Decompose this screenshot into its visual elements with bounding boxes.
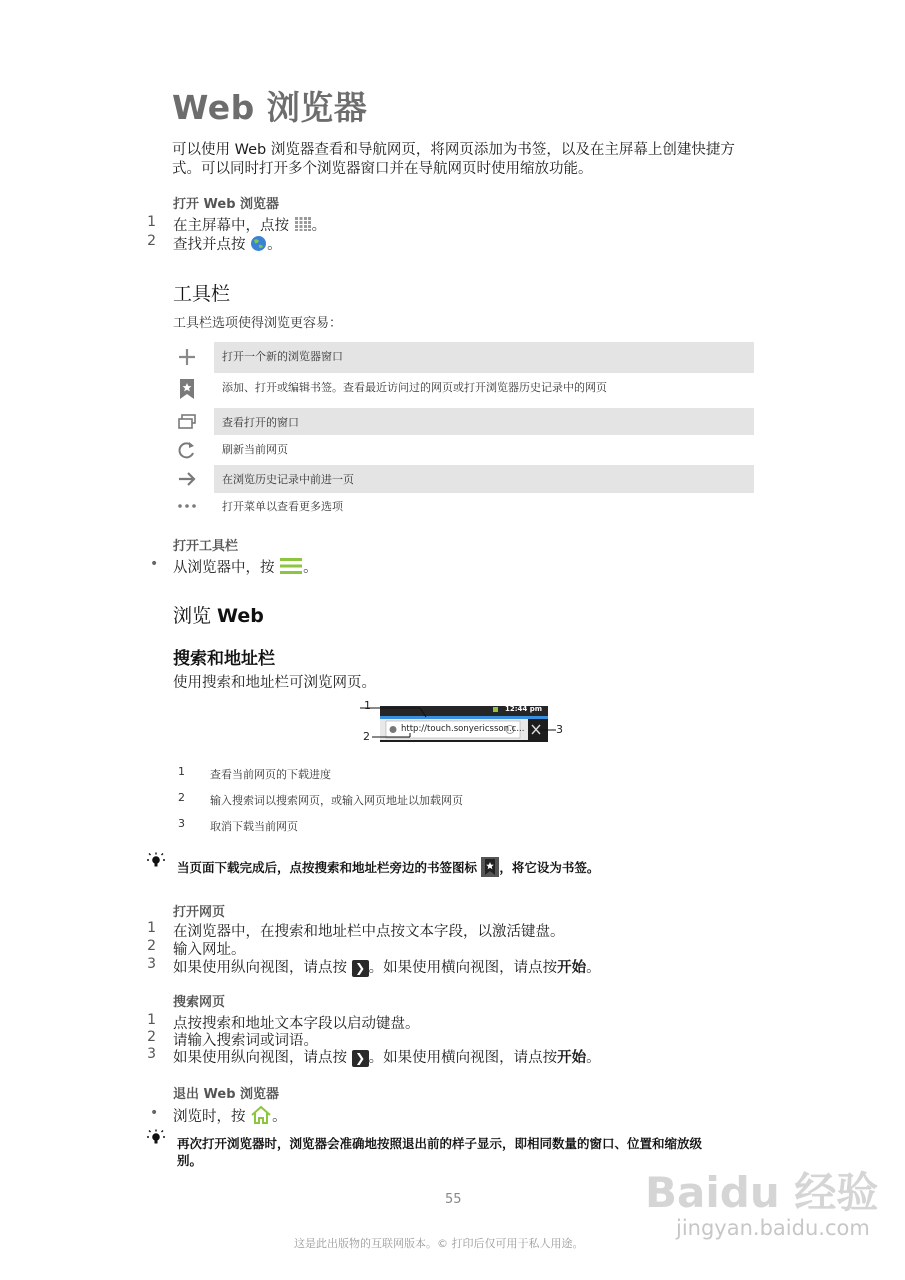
plus-icon: [174, 344, 200, 370]
toolbar-row-text: 查看打开的窗口: [214, 408, 754, 435]
watermark-logo: Baidu 经验: [645, 1168, 879, 1217]
windows-icon: [174, 409, 200, 435]
step-number: 2: [147, 938, 156, 954]
open-toolbar-bullet: [173, 556, 318, 580]
intro-paragraph: 可以使用 Web 浏览器查看和导航网页，将网页添加为书签，以及在主屏幕上创建快捷方式。可以同时打开多个浏览器窗口并在导航网页时使用缩放功能。: [172, 142, 735, 177]
legend-number: 3: [178, 817, 185, 830]
open-page-step-1: 在浏览器中，在搜索和地址栏中点按文本字段，以激活键盘。: [173, 924, 565, 940]
tip-text-end: ，将它设为书签。: [499, 860, 600, 875]
page-title: Web 浏览器: [172, 88, 368, 127]
toolbar-heading: 工具栏: [173, 283, 231, 305]
step-number: 1: [147, 1012, 156, 1028]
toolbar-intro: 工具栏选项使得浏览更容易：: [173, 316, 343, 331]
refresh-icon: [174, 437, 200, 463]
browse-heading-bold: Web: [217, 605, 264, 627]
callout-2: 2: [363, 730, 370, 743]
bullet-text-end: 。: [303, 560, 318, 576]
callout-1: 1: [364, 699, 371, 712]
search-bar-heading: 搜索和地址栏: [173, 649, 275, 669]
legend-text: 查看当前网页的下载进度: [210, 768, 331, 781]
step-text: 如果使用纵向视图，请点按: [173, 1050, 347, 1066]
go-arrow-icon: ❯: [352, 1050, 369, 1067]
step-number: 1: [147, 920, 156, 936]
tip-text: 当页面下载完成后，点按搜索和地址栏旁边的书签图标: [177, 860, 478, 875]
more-dots-icon: [174, 493, 200, 519]
tip-bulb-icon: [146, 1129, 166, 1151]
menu-icon: [279, 556, 303, 580]
search-bar-intro: 使用搜索和地址栏可浏览网页。: [173, 675, 376, 691]
step-text-end: 。: [267, 237, 282, 253]
step-text: 如果使用纵向视图，请点按: [173, 960, 347, 976]
step-number: 1: [147, 214, 156, 230]
tip-2-line-1: 再次打开浏览器时，浏览器会准确地按照退出前的样子显示，即相同数量的窗口、位置和缩放级: [177, 1136, 703, 1151]
step-text-bold: 开始: [557, 1050, 587, 1066]
toolbar-row-text: 刷新当前网页: [222, 443, 288, 456]
bullet-text: 浏览时，按: [173, 1109, 246, 1125]
search-page-step-2: 请输入搜索词或词语。: [173, 1033, 318, 1049]
search-page-step-1: 点按搜索和地址文本字段以启动键盘。: [173, 1016, 420, 1032]
tip-2-line-2: 别。: [177, 1153, 203, 1168]
toolbar-row-text: 添加、打开或编辑书签。查看最近访问过的网页或打开浏览器历史记录中的网页: [222, 381, 607, 394]
browse-heading-text: 浏览: [173, 605, 218, 627]
bullet: •: [150, 1105, 159, 1121]
browse-heading: [173, 601, 264, 628]
bookmark-star-icon: [481, 857, 499, 880]
callout-3: 3: [556, 723, 563, 736]
tip-1: [177, 857, 599, 880]
address-bar-figure: [360, 700, 570, 748]
bullet-text: 从浏览器中，按: [173, 560, 275, 576]
step-2: [173, 233, 282, 256]
status-time: 12:44 pm: [505, 705, 543, 713]
step-number: 2: [147, 1029, 156, 1045]
toolbar-row-text: 打开菜单以查看更多选项: [222, 500, 343, 513]
tip-bulb-icon: [146, 852, 166, 874]
step-text: 查找并点按: [173, 237, 246, 253]
step-text-mid: 。如果使用横向视图，请点按: [368, 1050, 558, 1066]
search-page-heading: 搜索网页: [173, 995, 226, 1010]
open-toolbar-heading: 打开工具栏: [173, 539, 239, 554]
open-page-heading: 打开网页: [173, 905, 226, 920]
step-number: 3: [147, 956, 156, 972]
open-page-step-3: [173, 956, 601, 977]
watermark-url: jingyan.baidu.com: [676, 1216, 870, 1240]
bookmark-icon: [174, 376, 200, 402]
forward-arrow-icon: [174, 466, 200, 492]
search-page-step-3: [173, 1046, 601, 1067]
toolbar-row-text: 打开一个新的浏览器窗口: [214, 342, 754, 373]
legend-number: 1: [178, 765, 185, 778]
step-number: 3: [147, 1046, 156, 1062]
footer-note: 这是此出版物的互联网版本。© 打印后仅可用于私人用途。: [294, 1237, 584, 1250]
step-text-end: 。: [586, 960, 601, 976]
step-text: 在主屏幕中，点按: [173, 218, 289, 234]
step-text-bold: 开始: [557, 960, 587, 976]
exit-browser-bullet: [173, 1105, 287, 1129]
go-arrow-icon: ❯: [352, 960, 369, 977]
step-text-mid: 。如果使用横向视图，请点按: [368, 960, 558, 976]
step-text-end: 。: [586, 1050, 601, 1066]
open-page-step-2: 输入网址。: [173, 942, 246, 958]
step-number: 2: [147, 233, 156, 249]
toolbar-row-text: 在浏览历史记录中前进一页: [214, 465, 754, 493]
url-text: http://touch.sonyericsson.c...: [401, 724, 525, 734]
legend-text: 取消下载当前网页: [210, 820, 298, 833]
page-number: 55: [445, 1192, 462, 1207]
bullet-text-end: 。: [272, 1109, 287, 1125]
globe-icon: [250, 235, 267, 256]
app-grid-icon: [294, 216, 312, 236]
open-browser-heading: 打开 Web 浏览器: [173, 197, 280, 212]
step-text-end: 。: [311, 218, 327, 234]
home-icon: [250, 1105, 272, 1129]
bullet: •: [150, 556, 159, 572]
legend-text: 输入搜索词以搜索网页，或输入网页地址以加载网页: [210, 794, 463, 807]
legend-number: 2: [178, 791, 185, 804]
exit-browser-heading: 退出 Web 浏览器: [173, 1087, 280, 1102]
